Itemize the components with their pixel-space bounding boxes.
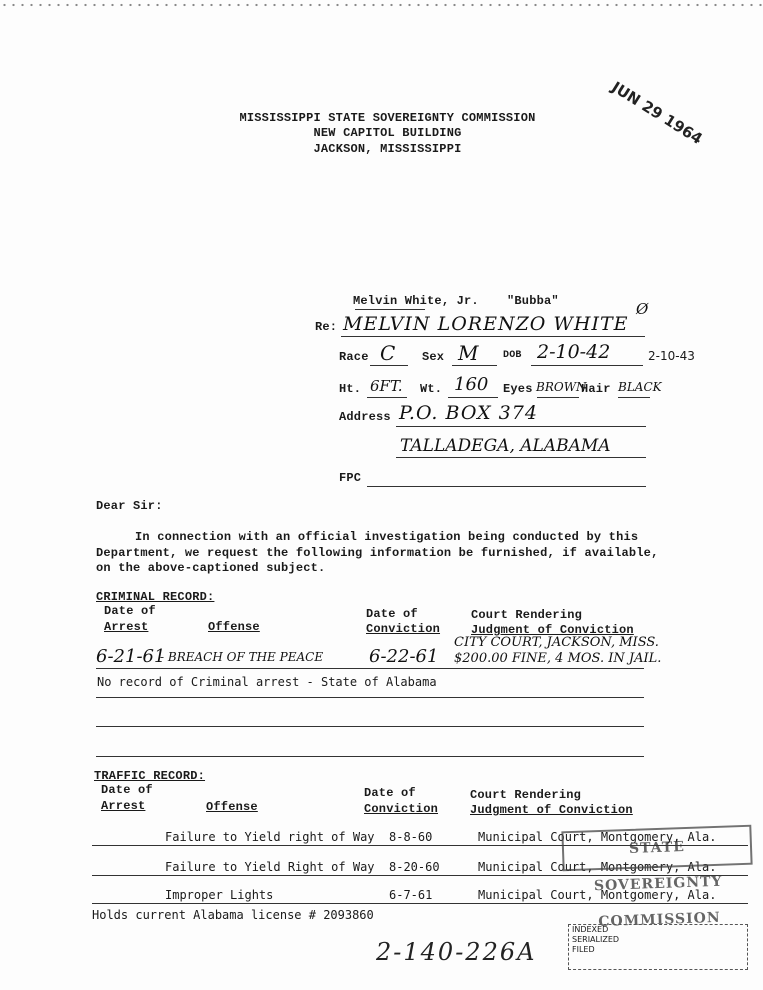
traffic-record-heading: TRAFFIC RECORD: [94, 769, 206, 783]
crim-entry-conviction: 6-22-61 [369, 646, 439, 667]
wt-label: Wt. [420, 382, 443, 396]
license-note: Holds current Alabama license # 2093860 [92, 908, 374, 922]
hair-label: Hair [581, 382, 611, 396]
traf-col-offense: Offense [206, 800, 258, 814]
traffic-row-court: Municipal Court, Montgomery, Ala. [478, 888, 717, 902]
crim-col-conv-2: Conviction [366, 622, 441, 636]
letterhead-city: JACKSON, MISSISSIPPI [313, 142, 462, 156]
index-stamp-box [568, 924, 748, 970]
traffic-row: Improper Lights [165, 888, 274, 902]
commission-stamp: STATE SOVEREIGNTY COMMISSION [561, 825, 752, 872]
salutation: Dear Sir: [96, 499, 163, 513]
crim-col-court-2: Judgment of Conviction [471, 623, 634, 637]
dob-value: 2-10-42 [537, 341, 611, 363]
traf-col-court-1: Court Rendering [470, 788, 582, 802]
letterhead-title: MISSISSIPPI STATE SOVEREIGNTY COMMISSION [239, 111, 536, 125]
traf-col-conv-1: Date of [364, 786, 416, 800]
body-line-1: In connection with an official investigation being conducted by this [135, 530, 639, 544]
eyes-value: BROWN [536, 380, 587, 394]
dob-label: DOB [503, 350, 522, 361]
body-line-3: on the above-captioned subject. [96, 561, 326, 575]
traffic-row: Failure to Yield right of Way [165, 830, 375, 844]
ht-label: Ht. [339, 382, 362, 396]
nickname: "Bubba" [507, 294, 559, 308]
eyes-label: Eyes [503, 382, 533, 396]
address-line2: TALLADEGA, ALABAMA [400, 436, 611, 456]
crim-col-arrest-1: Date of [104, 604, 156, 618]
perforated-edge [0, 0, 763, 10]
traf-col-conv-2: Conviction [364, 802, 439, 816]
crim-entry-arrest: 6-21-61 [96, 646, 166, 667]
race-label: Race [339, 350, 369, 364]
subject-name: MELVIN LORENZO WHITE [343, 313, 629, 335]
crim-entry-court-1: CITY COURT, JACKSON, MISS. [454, 635, 659, 650]
serialized-label: SERIALIZED [572, 935, 620, 944]
crim-note: No record of Criminal arrest - State of Alabama [97, 675, 437, 689]
address-label: Address [339, 410, 391, 424]
filed-label: FILED [572, 945, 595, 954]
traffic-row-court: Municipal Court, Montgomery, Ala. [478, 860, 717, 874]
traf-col-arrest-1: Date of [101, 783, 153, 797]
traf-col-court-2: Judgment of Conviction [470, 803, 633, 817]
dob-alt: 2-10-43 [648, 349, 695, 363]
ht-value: 6FT. [370, 377, 403, 395]
address-line1: P.O. BOX 374 [399, 402, 538, 424]
date-stamp: JUN 29 1964 [608, 78, 706, 149]
re-label: Re: [315, 320, 338, 334]
traffic-row-court: Municipal Court, Montgomery, Ala. [478, 830, 717, 844]
crim-col-conv-1: Date of [366, 607, 418, 621]
crim-entry-offense: - BREACH OF THE PEACE [160, 650, 324, 664]
criminal-record-heading: CRIMINAL RECORD: [96, 590, 215, 604]
traffic-row-conviction: 6-7-61 [389, 888, 433, 902]
sex-value: M [458, 341, 479, 365]
crim-col-court-1: Court Rendering [471, 608, 583, 622]
traffic-row: Failure to Yield Right of Way [165, 860, 375, 874]
crim-col-offense: Offense [208, 620, 260, 634]
crim-col-arrest-2: Arrest [104, 620, 149, 634]
traffic-row-conviction: 8-8-60 [389, 830, 433, 844]
typed-name: Melvin White, Jr. [353, 294, 479, 308]
traf-col-arrest-2: Arrest [101, 799, 146, 813]
letterhead-building: NEW CAPITOL BUILDING [313, 126, 462, 140]
name-mark: Ø [636, 300, 649, 318]
wt-value: 160 [454, 374, 489, 395]
file-number: 2-140-226A [376, 938, 537, 966]
hair-value: BLACK [618, 380, 662, 394]
sex-label: Sex [422, 350, 445, 364]
fpc-label: FPC [339, 471, 362, 485]
body-line-2: Department, we request the following information be furnished, if available, [96, 546, 659, 560]
crim-entry-court-2: $200.00 FINE, 4 MOS. IN JAIL. [454, 651, 662, 666]
traffic-row-conviction: 8-20-60 [389, 860, 440, 874]
race-value: C [380, 341, 396, 365]
indexed-label: INDEXED [572, 925, 609, 934]
